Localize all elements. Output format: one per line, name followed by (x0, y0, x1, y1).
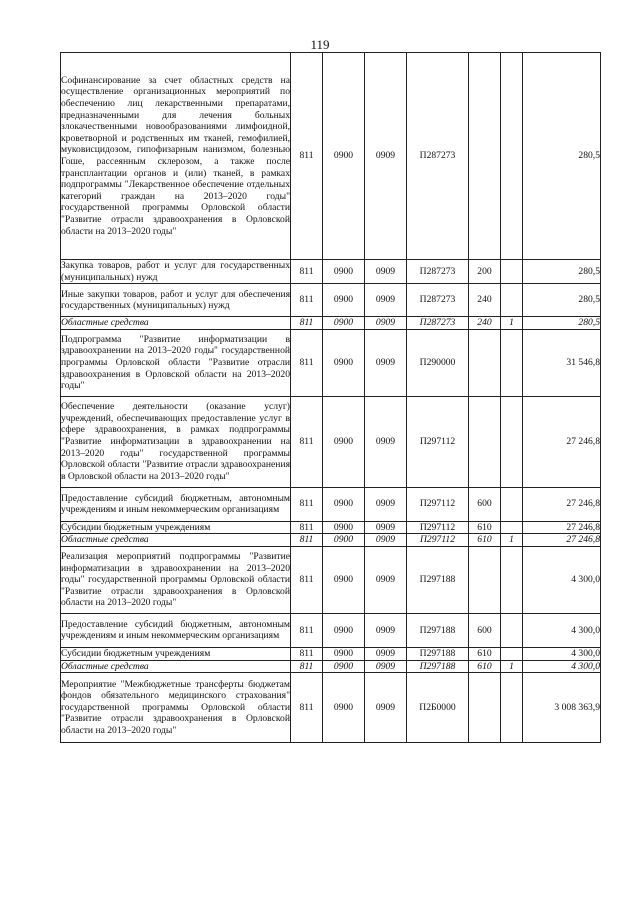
target-article-cell: П297188 (407, 613, 469, 647)
funding-source-cell: 1 (501, 317, 523, 330)
section-code-cell: 0900 (323, 613, 365, 647)
section-code-cell: 0900 (323, 329, 365, 396)
row-name-cell: Областные средства (61, 534, 291, 547)
target-article-cell: П287273 (407, 260, 469, 284)
section-code-cell: 0900 (323, 534, 365, 547)
table-row (61, 53, 601, 260)
ministry-code-cell: 811 (291, 673, 323, 743)
subsection-code-cell: 0909 (365, 317, 407, 330)
funding-source-cell (501, 260, 523, 284)
expense-type-cell: 610 (469, 647, 501, 660)
table-row (61, 673, 601, 743)
target-article-cell: П297112 (407, 487, 469, 521)
ministry-code-cell: 811 (291, 284, 323, 317)
subsection-code-cell: 0909 (365, 613, 407, 647)
funding-source-cell (501, 521, 523, 534)
funding-source-cell (501, 613, 523, 647)
ministry-code-cell: 811 (291, 487, 323, 521)
expense-type-cell: 240 (469, 284, 501, 317)
row-name-cell: Субсидии бюджетным учреждениям (61, 521, 291, 534)
table-row (61, 284, 601, 317)
row-name-cell: Закупка товаров, работ и услуг для государственных (муниципальных) нужд (61, 260, 290, 283)
section-code-cell: 0900 (323, 487, 365, 521)
row-name-cell: Субсидии бюджетным учреждениям (61, 647, 291, 660)
amount-cell: 4 300,0 (523, 546, 601, 613)
row-name-cell: Обеспечение деятельности (оказание услуг) учреждений, обеспечивающих предоставление услуг в сфере здравоохранения, в рамках подпрограммы "Развитие информатизации в здравоохранении на 2013–2020 годы" государственной программы Орловской области "Развитие отрасли здравоохранения в Орловской области на 2013–2020 годы" (61, 396, 291, 487)
subsection-code-cell: 0909 (365, 521, 407, 534)
target-article-cell: П287273 (407, 284, 469, 317)
funding-source-cell: 1 (501, 534, 523, 547)
section-code-cell: 0900 (323, 260, 365, 284)
table-row (61, 546, 601, 613)
ministry-code-cell: 811 (291, 260, 323, 284)
ministry-code-cell: 811 (291, 329, 323, 396)
subsection-code-cell: 0909 (365, 329, 407, 396)
amount-cell: 280,5 (523, 260, 601, 284)
subsection-code-cell: 0909 (365, 673, 407, 743)
ministry-code-cell: 811 (291, 53, 323, 260)
target-article-cell: П2Б0000 (407, 673, 469, 743)
budget-table-body (61, 53, 601, 743)
section-code-cell: 0900 (323, 53, 365, 260)
expense-type-cell: 200 (469, 260, 501, 284)
row-name-cell: Предоставление субсидий бюджетным, автономным учреждениям и иным некоммерческим организациям (61, 613, 291, 647)
funding-source-cell (501, 647, 523, 660)
amount-cell: 4 300,0 (523, 660, 601, 673)
subsection-code-cell: 0909 (365, 260, 407, 284)
table-row (61, 260, 601, 284)
ministry-code-cell: 811 (291, 396, 323, 487)
amount-cell: 3 008 363,9 (523, 673, 601, 743)
subsection-code-cell: 0909 (365, 284, 407, 317)
ministry-code-cell: 811 (291, 534, 323, 547)
row-name-cell: Областные средства (61, 317, 291, 330)
amount-cell: 27 246,8 (523, 521, 601, 534)
subsection-code-cell: 0909 (365, 660, 407, 673)
target-article-cell: П287273 (407, 317, 469, 330)
expense-type-cell (469, 329, 501, 396)
amount-cell: 280,5 (523, 284, 601, 317)
table-row (61, 534, 601, 547)
amount-cell: 31 546,8 (523, 329, 601, 396)
funding-source-cell (501, 329, 523, 396)
funding-source-cell (501, 673, 523, 743)
amount-cell: 280,5 (523, 53, 601, 260)
target-article-cell: П297112 (407, 521, 469, 534)
row-name-cell: Реализация мероприятий подпрограммы "Развитие информатизации в здравоохранении на 2013–2020 годы" государственной программы Орловской области "Развитие отрасли здравоохранения в Орловской области на 2013–2020 годы" (61, 546, 291, 613)
amount-cell: 27 246,8 (523, 396, 601, 487)
section-code-cell: 0900 (323, 521, 365, 534)
target-article-cell: П297112 (407, 396, 469, 487)
expense-type-cell (469, 396, 501, 487)
amount-cell: 4 300,0 (523, 613, 601, 647)
expense-type-cell: 240 (469, 317, 501, 330)
table-row (61, 317, 601, 330)
row-name-cell: Предоставление субсидий бюджетным, автономным учреждениям и иным некоммерческим организациям (61, 487, 291, 521)
subsection-code-cell: 0909 (365, 546, 407, 613)
funding-source-cell (501, 487, 523, 521)
ministry-code-cell: 811 (291, 317, 323, 330)
row-name-cell: Подпрограмма "Развитие информатизации в здравоохранении на 2013–2020 годы" государственной программы Орловской области "Развитие отрасли здравоохранения в Орловской области на 2013–2020 годы" (61, 329, 291, 396)
expense-type-cell: 600 (469, 613, 501, 647)
funding-source-cell (501, 396, 523, 487)
target-article-cell: П287273 (407, 53, 469, 260)
expense-type-cell: 610 (469, 521, 501, 534)
funding-source-cell: 1 (501, 660, 523, 673)
section-code-cell: 0900 (323, 284, 365, 317)
ministry-code-cell: 811 (291, 647, 323, 660)
row-name-cell: Мероприятие "Межбюджетные трансферты бюджетам фондов обязательного медицинского страхования" государственной программы Орловской области "Развитие отрасли здравоохранения в Орловской области на 2013–2020 годы" (61, 673, 291, 743)
row-name-cell: Софинансирование за счет областных средств на осуществление организационных мероприятий по обеспечению лиц лекарственными препаратами, предназначенными для лечения больных злокачественными новообразованиями лимфоидной, кроветворной и родственных им тканей, гемофилией, муковисцидозом, гипофизарным нанизмом, болезнью Гоше, рассеянным склерозом, а также после трансплантации органов и (или) тканей, в рамках подпрограммы "Лекарственное обеспечение отдельных категорий граждан на 2013–2020 годы" государственной программы Орловской области "Развитие отрасли здравоохранения в Орловской области на 2013–2020 годы" (61, 53, 291, 260)
subsection-code-cell: 0909 (365, 53, 407, 260)
budget-table (60, 52, 601, 743)
ministry-code-cell: 811 (291, 546, 323, 613)
funding-source-cell (501, 546, 523, 613)
section-code-cell: 0900 (323, 546, 365, 613)
section-code-cell: 0900 (323, 660, 365, 673)
ministry-code-cell: 811 (291, 613, 323, 647)
page-number: 119 (310, 37, 330, 52)
target-article-cell: П297188 (407, 647, 469, 660)
amount-cell: 280,5 (523, 317, 601, 330)
expense-type-cell (469, 53, 501, 260)
funding-source-cell (501, 53, 523, 260)
table-row (61, 660, 601, 673)
expense-type-cell: 600 (469, 487, 501, 521)
target-article-cell: П297188 (407, 660, 469, 673)
expense-type-cell: 610 (469, 534, 501, 547)
ministry-code-cell: 811 (291, 521, 323, 534)
subsection-code-cell: 0909 (365, 534, 407, 547)
row-name-cell: Областные средства (61, 660, 291, 673)
row-name-cell: Иные закупки товаров, работ и услуг для обеспечения государственных (муниципальных) нужд (61, 284, 291, 317)
table-row (61, 487, 601, 521)
amount-cell: 4 300,0 (523, 647, 601, 660)
section-code-cell: 0900 (323, 673, 365, 743)
section-code-cell: 0900 (323, 396, 365, 487)
expense-type-cell (469, 546, 501, 613)
table-row (61, 521, 601, 534)
section-code-cell: 0900 (323, 317, 365, 330)
table-row (61, 613, 601, 647)
subsection-code-cell: 0909 (365, 396, 407, 487)
section-code-cell: 0900 (323, 647, 365, 660)
expense-type-cell (469, 673, 501, 743)
ministry-code-cell: 811 (291, 660, 323, 673)
table-row (61, 647, 601, 660)
subsection-code-cell: 0909 (365, 487, 407, 521)
target-article-cell: П297188 (407, 546, 469, 613)
subsection-code-cell: 0909 (365, 647, 407, 660)
amount-cell: 27 246,8 (523, 487, 601, 521)
target-article-cell: П290000 (407, 329, 469, 396)
target-article-cell: П297112 (407, 534, 469, 547)
table-row (61, 396, 601, 487)
table-row (61, 329, 601, 396)
expense-type-cell: 610 (469, 660, 501, 673)
amount-cell: 27 246,8 (523, 534, 601, 547)
funding-source-cell (501, 284, 523, 317)
